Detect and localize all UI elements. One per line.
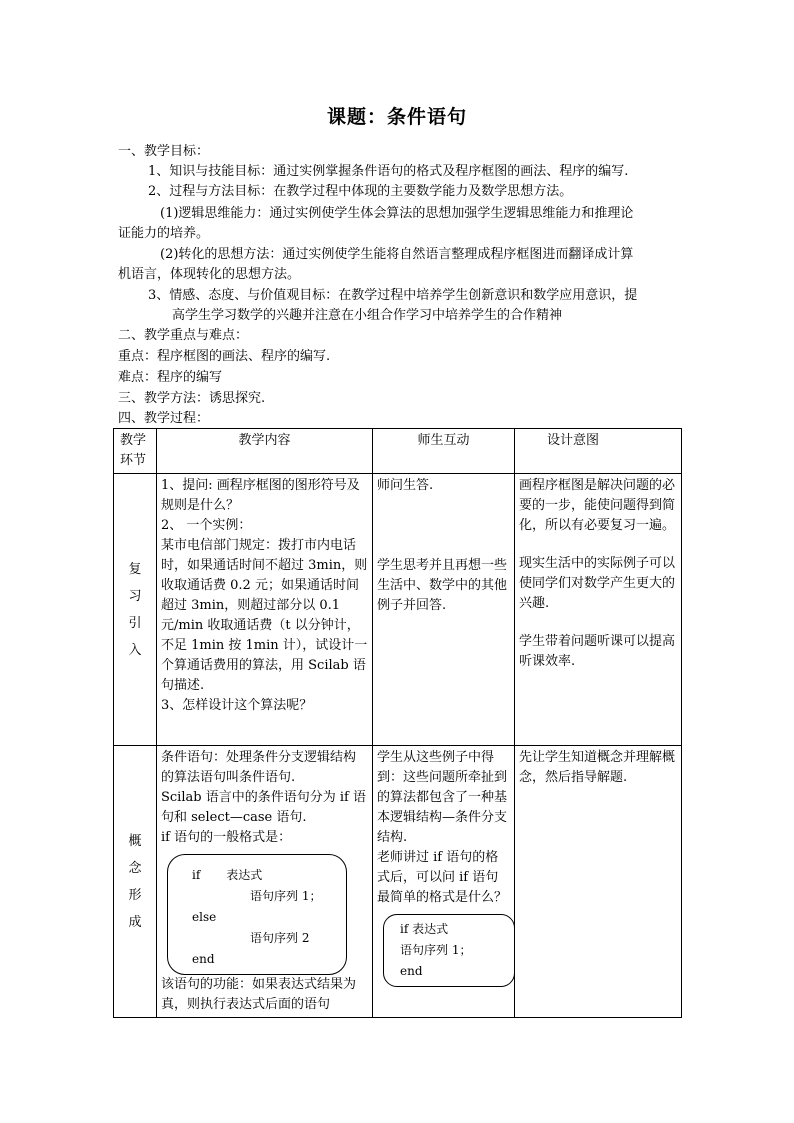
goal-logic-line1: (1)逻辑思维能力：通过实例使学生体会算法的思想加强学生逻辑思维能力和推理论 [160, 206, 634, 221]
stage-concept [114, 746, 157, 1018]
stage-char: 入 [128, 642, 142, 658]
concept-content [157, 746, 373, 1018]
stage-char: 引 [128, 615, 142, 631]
goal-knowledge: 1、知识与技能目标：通过实例掌握条件语句的格式及程序框图的画法、程序的编写. [148, 164, 629, 179]
teaching-method: 三、教学方法：诱思探究. [118, 391, 266, 406]
definition: 条件语句：处理条件分支逻辑结构的算法语句叫条件语句. [161, 750, 357, 785]
if-code-box [383, 914, 515, 987]
goal-emotion-line1: 3、情感、态度、与价值观目标：在教学过程中培养学生创新意识和数学应用意识，提 [148, 288, 638, 303]
stage-char: 成 [128, 914, 142, 930]
code-end-line: end [400, 964, 423, 978]
header-stage: 教学环节 [114, 429, 157, 474]
table-header-row [114, 429, 682, 474]
question-1: 1、提问: 画程序框图的图形符号及规则是什么？ [161, 478, 360, 513]
lesson-table [113, 428, 682, 1018]
interaction-derive: 学生从这些例子中得到：这些问题所牵扯到的算法都包含了一种基本逻辑结构—条件分支结构. [377, 750, 508, 845]
function-description: 该语句的功能：如果表达式结果为真，则执行表达式后面的语句 [161, 977, 357, 1012]
code-else: else [192, 910, 217, 924]
stage-char: 念 [128, 860, 142, 876]
intent-2: 现实生活中的实际例子可以使同学们对数学产生更大的兴趣. [519, 556, 676, 611]
process-heading: 四、教学过程： [118, 411, 210, 426]
goal-transform-line2: 机语言，体现转化的思想方法。 [118, 267, 301, 282]
code-if-line: if 表达式 [400, 922, 449, 936]
if-else-code-box [167, 854, 347, 975]
code-stmt2: 语句序列 2 [250, 931, 310, 945]
scilab-note: Scilab 语言中的条件语句分为 if 语句和 select—case 语句. [161, 790, 366, 825]
header-intent: 设计意图 [515, 429, 682, 474]
header-interaction: 师生互动 [373, 429, 515, 474]
goal-emotion-line2: 高学生学习数学的兴趣并注意在小组合作学习中培养学生的合作精神 [172, 308, 563, 323]
format-label: if 语句的一般格式是： [161, 830, 292, 845]
goals-heading: 一、教学目标： [118, 144, 210, 159]
stage-char: 复 [128, 561, 142, 577]
code-end: end [192, 952, 215, 966]
stage-char: 习 [128, 588, 142, 604]
question-2: 2、 一个实例： [161, 518, 252, 533]
goal-transform-line1: (2)转化的思想方法：通过实例使学生能将自然语言整理成程序框图进而翻译成计算 [160, 247, 634, 262]
page-title: 课题：条件语句 [326, 106, 467, 128]
intent-1: 画程序框图是解决问题的必要的一步，能使问题得到简化，所以有必要复习一遍。 [519, 478, 676, 533]
stage-char: 形 [128, 887, 142, 903]
code-stmt-line: 语句序列 1； [400, 943, 472, 957]
interaction-think: 学生思考并且再想一些生活中、数学中的其他例子并回答. [377, 558, 508, 613]
interaction-ask: 师问生答. [377, 478, 434, 493]
review-interaction [373, 474, 515, 746]
interaction-teacher: 老师讲过 if 语句的格式后，可以问 if 语句最简单的格式是什么？ [377, 850, 508, 905]
header-content: 教学内容 [157, 429, 373, 474]
code-stmt1: 语句序列 1； [250, 889, 322, 903]
example-text: 某市电信部门规定：拨打市内电话时，如果通话时间不超过 3min，则收取通话费 0.2 元；如果通话时间超过 3min，则超过部分以 0.1 元/min 收取通话费（t 以分钟计，不足 1min 按 1min 计），试设计一个算通话费用的算法，用 Scilab 语句描述. [161, 538, 368, 693]
goal-process: 2、过程与方法目标：在教学过程中体现的主要数学能力及数学思想方法。 [148, 184, 573, 199]
concept-intent [515, 746, 682, 1018]
stage-char: 概 [128, 833, 142, 849]
key-point: 重点：程序框图的画法、程序的编写. [118, 349, 331, 364]
stage-review [114, 474, 157, 746]
review-content [157, 474, 373, 746]
intent-3: 学生带着问题听课可以提高听课效率. [519, 634, 676, 669]
goal-logic-line2: 证能力的培养。 [118, 226, 210, 241]
code-if: if [192, 868, 201, 882]
table-row [114, 746, 682, 1018]
intent-concept: 先让学生知道概念并理解概念，然后指导解题. [519, 750, 676, 785]
question-3: 3、怎样设计这个算法呢？ [161, 698, 313, 713]
review-intent [515, 474, 682, 746]
table-row [114, 474, 682, 746]
difficulty-point: 难点：程序的编写 [118, 370, 223, 385]
code-expr: 表达式 [226, 868, 263, 882]
concept-interaction [373, 746, 515, 1018]
keypoints-heading: 二、教学重点与难点： [118, 328, 249, 343]
